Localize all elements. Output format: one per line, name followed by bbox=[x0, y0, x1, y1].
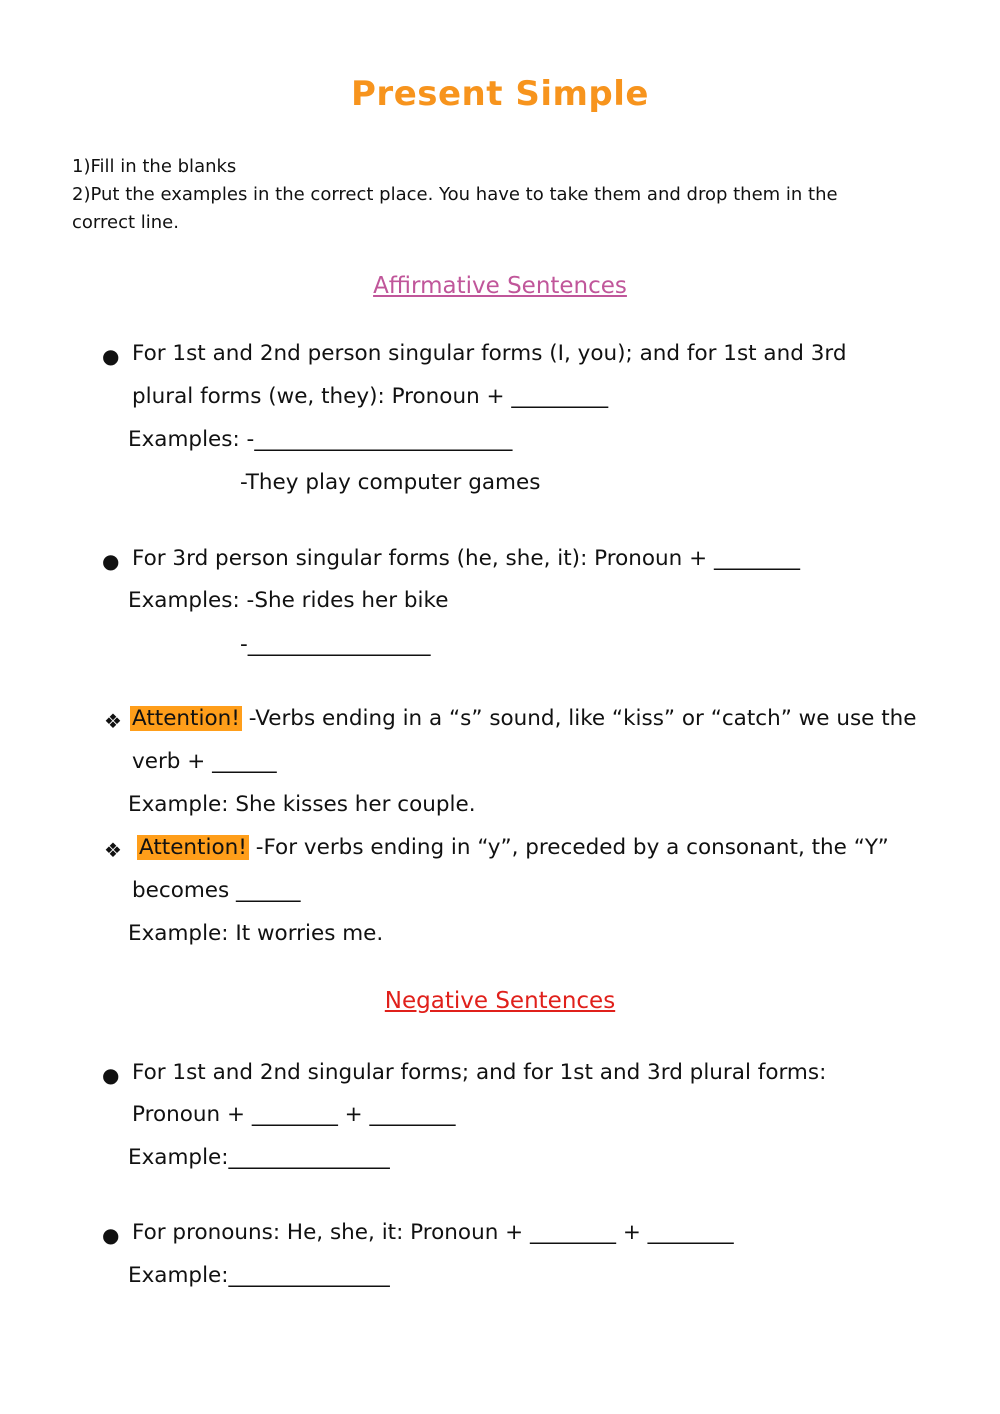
attention2-example: Example: It worries me. bbox=[128, 921, 384, 946]
negative-rule1-line2: Pronoun + ________ + ________ bbox=[132, 1102, 456, 1127]
page-title: Present Simple bbox=[351, 74, 649, 114]
diamond-icon: ❖ bbox=[104, 838, 122, 862]
bullet-icon: ● bbox=[102, 1223, 120, 1247]
negative-rule1-line1: For 1st and 2nd singular forms; and for 1st and 3rd plural forms: bbox=[132, 1060, 827, 1085]
attention1-example: Example: She kisses her couple. bbox=[128, 792, 476, 817]
attention2-text: -For verbs ending in “y”, preceded by a consonant, the “Y” bbox=[248, 835, 889, 860]
bullet-icon: ● bbox=[102, 549, 120, 573]
affirmative-rule2-examples: Examples: -She rides her bike bbox=[128, 588, 449, 613]
affirmative-rule1-example2: -They play computer games bbox=[240, 470, 541, 495]
negative-heading: Negative Sentences bbox=[384, 988, 616, 1014]
attention1-text: -Verbs ending in a “s” sound, like “kiss” or “catch” we use the bbox=[241, 706, 917, 731]
attention1-line2: verb + ______ bbox=[132, 749, 277, 774]
affirmative-rule1-line1: For 1st and 2nd person singular forms (I, you); and for 1st and 3rd bbox=[132, 341, 847, 366]
negative-rule2-line1: For pronouns: He, she, it: Pronoun + ________ + ________ bbox=[132, 1220, 734, 1245]
affirmative-heading: Affirmative Sentences bbox=[373, 273, 627, 299]
affirmative-rule1-line2: plural forms (we, they): Pronoun + _________ bbox=[132, 384, 609, 409]
attention2-line1 bbox=[137, 835, 889, 860]
instruction-2: 2)Put the examples in the correct place. You have to take them and drop them in the bbox=[72, 184, 838, 205]
instruction-1: 1)Fill in the blanks bbox=[72, 156, 237, 177]
attention2-highlight: Attention! bbox=[139, 835, 247, 860]
attention1-line1 bbox=[130, 706, 917, 731]
negative-rule2-example: Example:_______________ bbox=[128, 1263, 390, 1288]
attention1-highlight: Attention! bbox=[132, 706, 240, 731]
bullet-icon: ● bbox=[102, 1063, 120, 1087]
instruction-2-cont: correct line. bbox=[72, 212, 179, 233]
affirmative-rule1-examples: Examples: -________________________ bbox=[128, 427, 513, 452]
negative-rule1-example: Example:_______________ bbox=[128, 1145, 390, 1170]
affirmative-rule2-example2: -_________________ bbox=[240, 632, 431, 657]
affirmative-rule2-line1: For 3rd person singular forms (he, she, it): Pronoun + ________ bbox=[132, 546, 800, 571]
bullet-icon: ● bbox=[102, 344, 120, 368]
diamond-icon: ❖ bbox=[104, 709, 122, 733]
attention2-line2: becomes ______ bbox=[132, 878, 301, 903]
